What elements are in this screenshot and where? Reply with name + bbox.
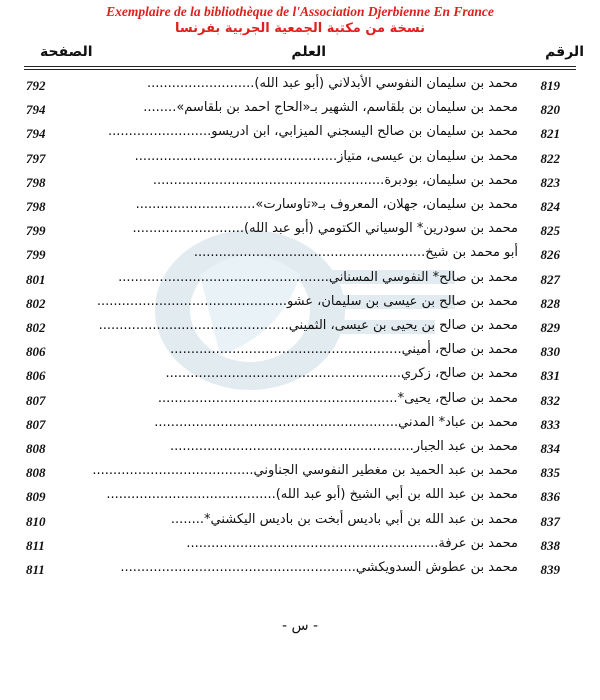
index-entry — [0, 147, 600, 171]
entry-page: 799 — [26, 223, 46, 239]
entry-name: محمد بن عرفة............................................................. — [186, 535, 518, 551]
entry-name: محمد بن صالح* النفوسي المسناني................................................... — [118, 269, 518, 285]
entry-number: 821 — [540, 126, 560, 142]
index-entry — [0, 74, 600, 98]
entry-name: محمد بن صالح، زكري......................................................... — [165, 366, 518, 382]
index-entry — [0, 364, 600, 388]
column-header-page: الصفحة — [40, 44, 93, 60]
library-title-arabic: نسخة من مكتبة الجمعية الجربية بفرنسا — [175, 21, 425, 36]
entry-number: 832 — [540, 392, 560, 408]
entry-name: محمد بن صالح بن يحيى بن عيسى، الثميني.............................................. — [98, 318, 518, 333]
entry-page: 798 — [26, 199, 46, 214]
entry-number: 831 — [540, 368, 560, 384]
entry-page: 808 — [26, 441, 46, 456]
entry-page: 811 — [26, 537, 45, 553]
index-entry — [0, 171, 600, 195]
entry-number: 826 — [540, 247, 560, 263]
entry-number: 833 — [540, 416, 560, 432]
entry-number: 823 — [540, 174, 560, 190]
library-header — [0, 4, 600, 37]
entry-name: محمد بن سليمان النفوسي الأبدلاني (أبو عبد الله).......................... — [146, 76, 518, 91]
entry-name: محمد بن سليمان، جهلان، المعروف بـ«تاوسارت»............................. — [135, 197, 518, 212]
entry-name: محمد بن صالح، يحيى*.......................................................... — [157, 390, 518, 406]
entry-number: 838 — [540, 537, 560, 553]
entry-number: 829 — [540, 320, 560, 335]
entry-name: محمد بن عباد* المدني........................................................... — [154, 414, 518, 430]
entry-page: 792 — [26, 78, 46, 93]
index-entry — [0, 122, 600, 146]
index-entry — [0, 292, 600, 316]
entry-number: 837 — [540, 513, 560, 529]
entry-page: 799 — [26, 247, 46, 263]
entry-page: 807 — [26, 416, 46, 432]
index-entry — [0, 485, 600, 509]
index-entry — [0, 316, 600, 340]
entry-number: 828 — [540, 295, 560, 311]
entry-name: محمد بن عبد الجبار........................................................... — [169, 439, 518, 454]
entry-number: 820 — [540, 102, 560, 118]
index-entry — [0, 510, 600, 534]
entry-page: 811 — [26, 562, 45, 577]
library-title-french: Exemplaire de la bibliothèque de l'Association Djerbienne En France — [106, 4, 494, 19]
index-entry — [0, 389, 600, 413]
entry-name: محمد بن صالح، أميني........................................................ — [170, 342, 518, 358]
index-entry — [0, 195, 600, 219]
entry-name: محمد بن سليمان بن صالح اليسجني الميزابي، ابن ادريسو......................... — [107, 124, 518, 140]
entry-number: 839 — [540, 562, 560, 577]
page-marker: - س - — [281, 618, 319, 634]
entry-number: 830 — [540, 344, 560, 360]
entry-page: 802 — [26, 320, 46, 335]
entry-page: 806 — [26, 344, 46, 360]
index-entry — [0, 340, 600, 364]
entry-number: 819 — [540, 78, 560, 93]
entry-page: 807 — [26, 392, 46, 408]
header-rule — [24, 66, 576, 67]
entry-page: 801 — [26, 271, 46, 287]
entry-name: محمد بن عبد الله بن أبي باديس أبخت بن باديس اليكشني*........ — [170, 511, 518, 527]
index-entry — [0, 98, 600, 122]
index-entry — [0, 219, 600, 243]
index-entry — [0, 461, 600, 485]
index-entry — [0, 413, 600, 437]
entry-page: 794 — [26, 126, 46, 142]
entry-name: محمد بن عطوش السدويكشي......................................................... — [120, 560, 518, 575]
index-entry — [0, 243, 600, 267]
entry-page: 794 — [26, 102, 46, 118]
index-entry — [0, 437, 600, 461]
entry-name: محمد بن سليمان بن بلقاسم، الشهير بـ«الحاج احمد بن بلقاسم»........ — [143, 100, 518, 116]
entry-name: محمد بن سودرين* الوسياني الكتومي (أبو عبد الله)........................... — [132, 221, 518, 237]
column-header-name: العلم — [291, 44, 326, 60]
entry-page: 809 — [26, 489, 46, 505]
entry-page: 802 — [26, 295, 46, 311]
entry-page: 810 — [26, 513, 46, 529]
column-header-number: الرقم — [545, 44, 584, 60]
entry-number: 824 — [540, 199, 560, 214]
entry-page: 797 — [26, 150, 46, 166]
index-entry — [0, 534, 600, 558]
entry-number: 835 — [540, 465, 560, 481]
entry-name: محمد بن عبد الحميد بن مغطير النفوسي الجناوني....................................... — [92, 463, 518, 479]
entry-number: 836 — [540, 489, 560, 505]
index-entry — [0, 268, 600, 292]
entry-page: 808 — [26, 465, 46, 481]
entry-name: أبو محمد بن شيخ........................................................ — [193, 245, 518, 261]
entry-name: محمد بن صالح بن عيسى بن سليمان، عشو.............................................. — [96, 293, 518, 309]
header-rule-double — [24, 69, 576, 70]
entry-number: 822 — [540, 150, 560, 166]
entry-page: 798 — [26, 174, 46, 190]
entry-name: محمد بن سليمان بن عيسى، متياز................................................. — [134, 148, 518, 164]
entry-name: محمد بن عبد الله بن أبي الشيخ (أبو عبد الله)......................................... — [106, 487, 518, 503]
entry-name: محمد بن سليمان، بودبرة........................................................ — [152, 172, 518, 188]
index-entry — [0, 558, 600, 582]
entry-number: 834 — [540, 441, 560, 456]
entry-page: 806 — [26, 368, 46, 384]
entry-number: 827 — [540, 271, 560, 287]
entry-number: 825 — [540, 223, 560, 239]
